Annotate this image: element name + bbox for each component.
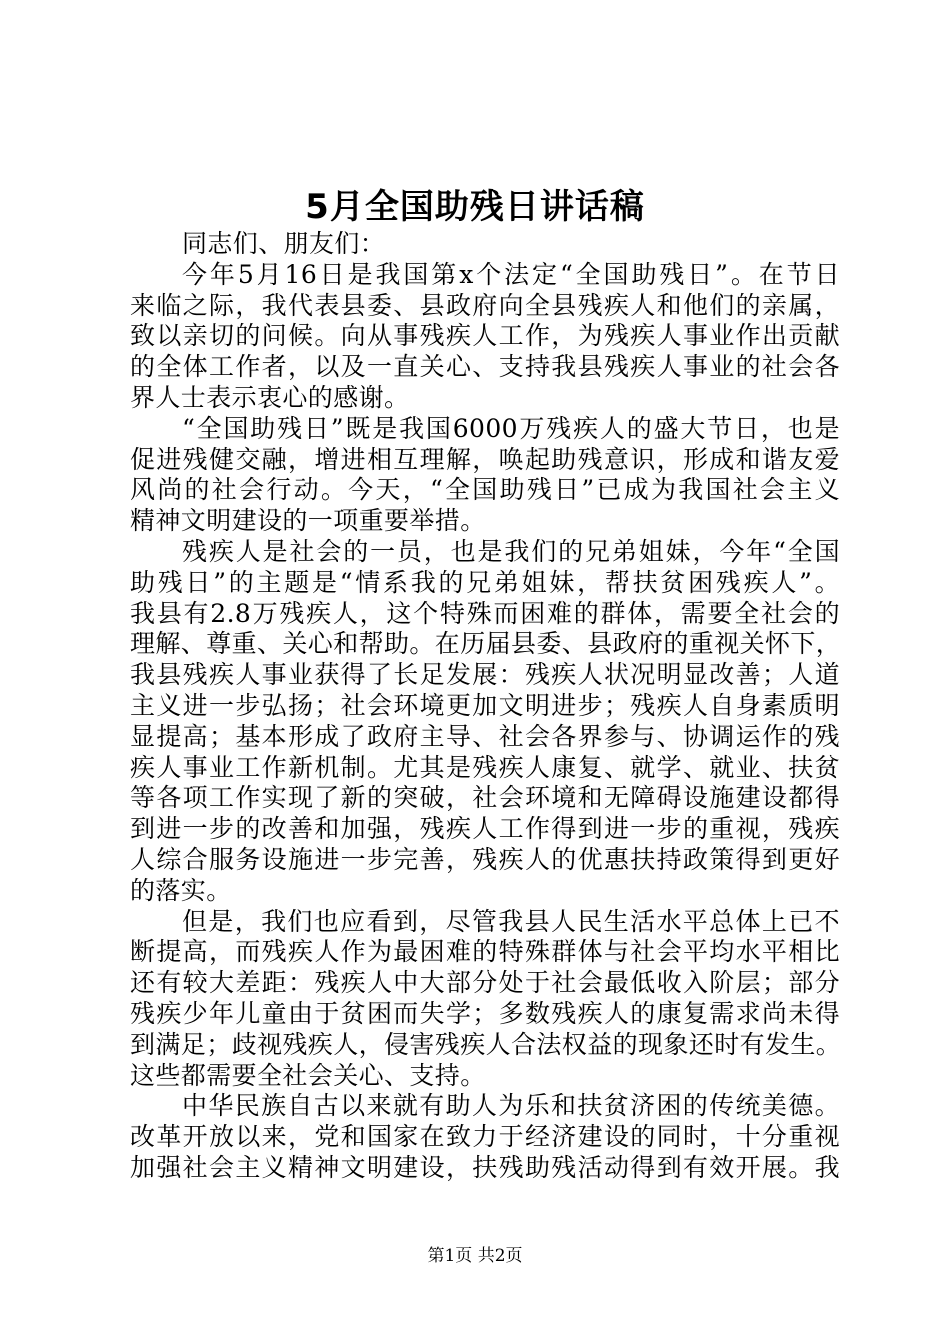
text-line: 致以亲切的问候。向从事残疾人工作，为残疾人事业作出贡献	[130, 321, 840, 351]
text-line: 残疾人是社会的一员，也是我们的兄弟姐妹，今年“全国	[182, 536, 840, 566]
text-line: 这些都需要全社会关心、支持。	[130, 1060, 486, 1090]
text-line: 残疾少年儿童由于贫困而失学；多数残疾人的康复需求尚未得	[130, 998, 840, 1028]
text-line: 疾人事业工作新机制。尤其是残疾人康复、就学、就业、扶贫	[130, 752, 840, 782]
text-line: 显提高；基本形成了政府主导、社会各界参与、协调运作的残	[130, 721, 840, 751]
text-line: 风尚的社会行动。今天，“全国助残日”已成为我国社会主义	[130, 475, 840, 505]
text-line: 等各项工作实现了新的突破，社会环境和无障碍设施建设都得	[130, 783, 840, 813]
text-line: 到满足；歧视残疾人，侵害残疾人合法权益的现象还时有发生。	[130, 1029, 842, 1059]
text-line: 精神文明建设的一项重要举措。	[130, 506, 486, 536]
text-line: 理解、尊重、关心和帮助。在历届县委、县政府的重视关怀下，	[130, 629, 842, 659]
text-line: 但是，我们也应看到，尽管我县人民生活水平总体上已不	[182, 906, 840, 936]
text-line: 的落实。	[130, 875, 232, 905]
text-line: 改革开放以来，党和国家在致力于经济建设的同时，十分重视	[130, 1122, 840, 1152]
text-line: 断提高，而残疾人作为最困难的特殊群体与社会平均水平相比	[130, 937, 840, 967]
text-line: 我县有2.8万残疾人，这个特殊而困难的群体，需要全社会的	[130, 598, 840, 628]
document-title: 5月全国助残日讲话稿	[305, 187, 645, 227]
text-line: 还有较大差距：残疾人中大部分处于社会最低收入阶层；部分	[130, 968, 840, 998]
text-line: 的全体工作者，以及一直关心、支持我县残疾人事业的社会各	[130, 352, 840, 382]
text-line: 主义进一步弘扬；社会环境更加文明进步；残疾人自身素质明	[130, 690, 840, 720]
text-line: 到进一步的改善和加强，残疾人工作得到进一步的重视，残疾	[130, 814, 840, 844]
text-line: “全国助残日”既是我国6000万残疾人的盛大节日，也是	[182, 413, 840, 443]
text-line: 促进残健交融，增进相互理解，唤起助残意识，形成和谐友爱	[130, 444, 840, 474]
document-body	[130, 229, 840, 1184]
text-line: 中华民族自古以来就有助人为乐和扶贫济困的传统美德。	[182, 1091, 840, 1121]
text-line: 界人士表示衷心的感谢。	[130, 382, 410, 412]
text-line: 人综合服务设施进一步完善，残疾人的优惠扶持政策得到更好	[130, 844, 840, 874]
text-line: 来临之际，我代表县委、县政府向全县残疾人和他们的亲属，	[130, 290, 840, 320]
text-line: 助残日”的主题是“情系我的兄弟姐妹，帮扶贫困残疾人”。	[130, 567, 840, 597]
text-line: 加强社会主义精神文明建设，扶残助残活动得到有效开展。我	[130, 1152, 840, 1182]
text-line: 今年5月16日是我国第x个法定“全国助残日”。在节日	[182, 259, 840, 289]
page-footer: 第1页 共2页	[427, 1246, 523, 1266]
text-line: 我县残疾人事业获得了长足发展：残疾人状况明显改善；人道	[130, 660, 840, 690]
text-line: 同志们、朋友们：	[182, 229, 386, 258]
